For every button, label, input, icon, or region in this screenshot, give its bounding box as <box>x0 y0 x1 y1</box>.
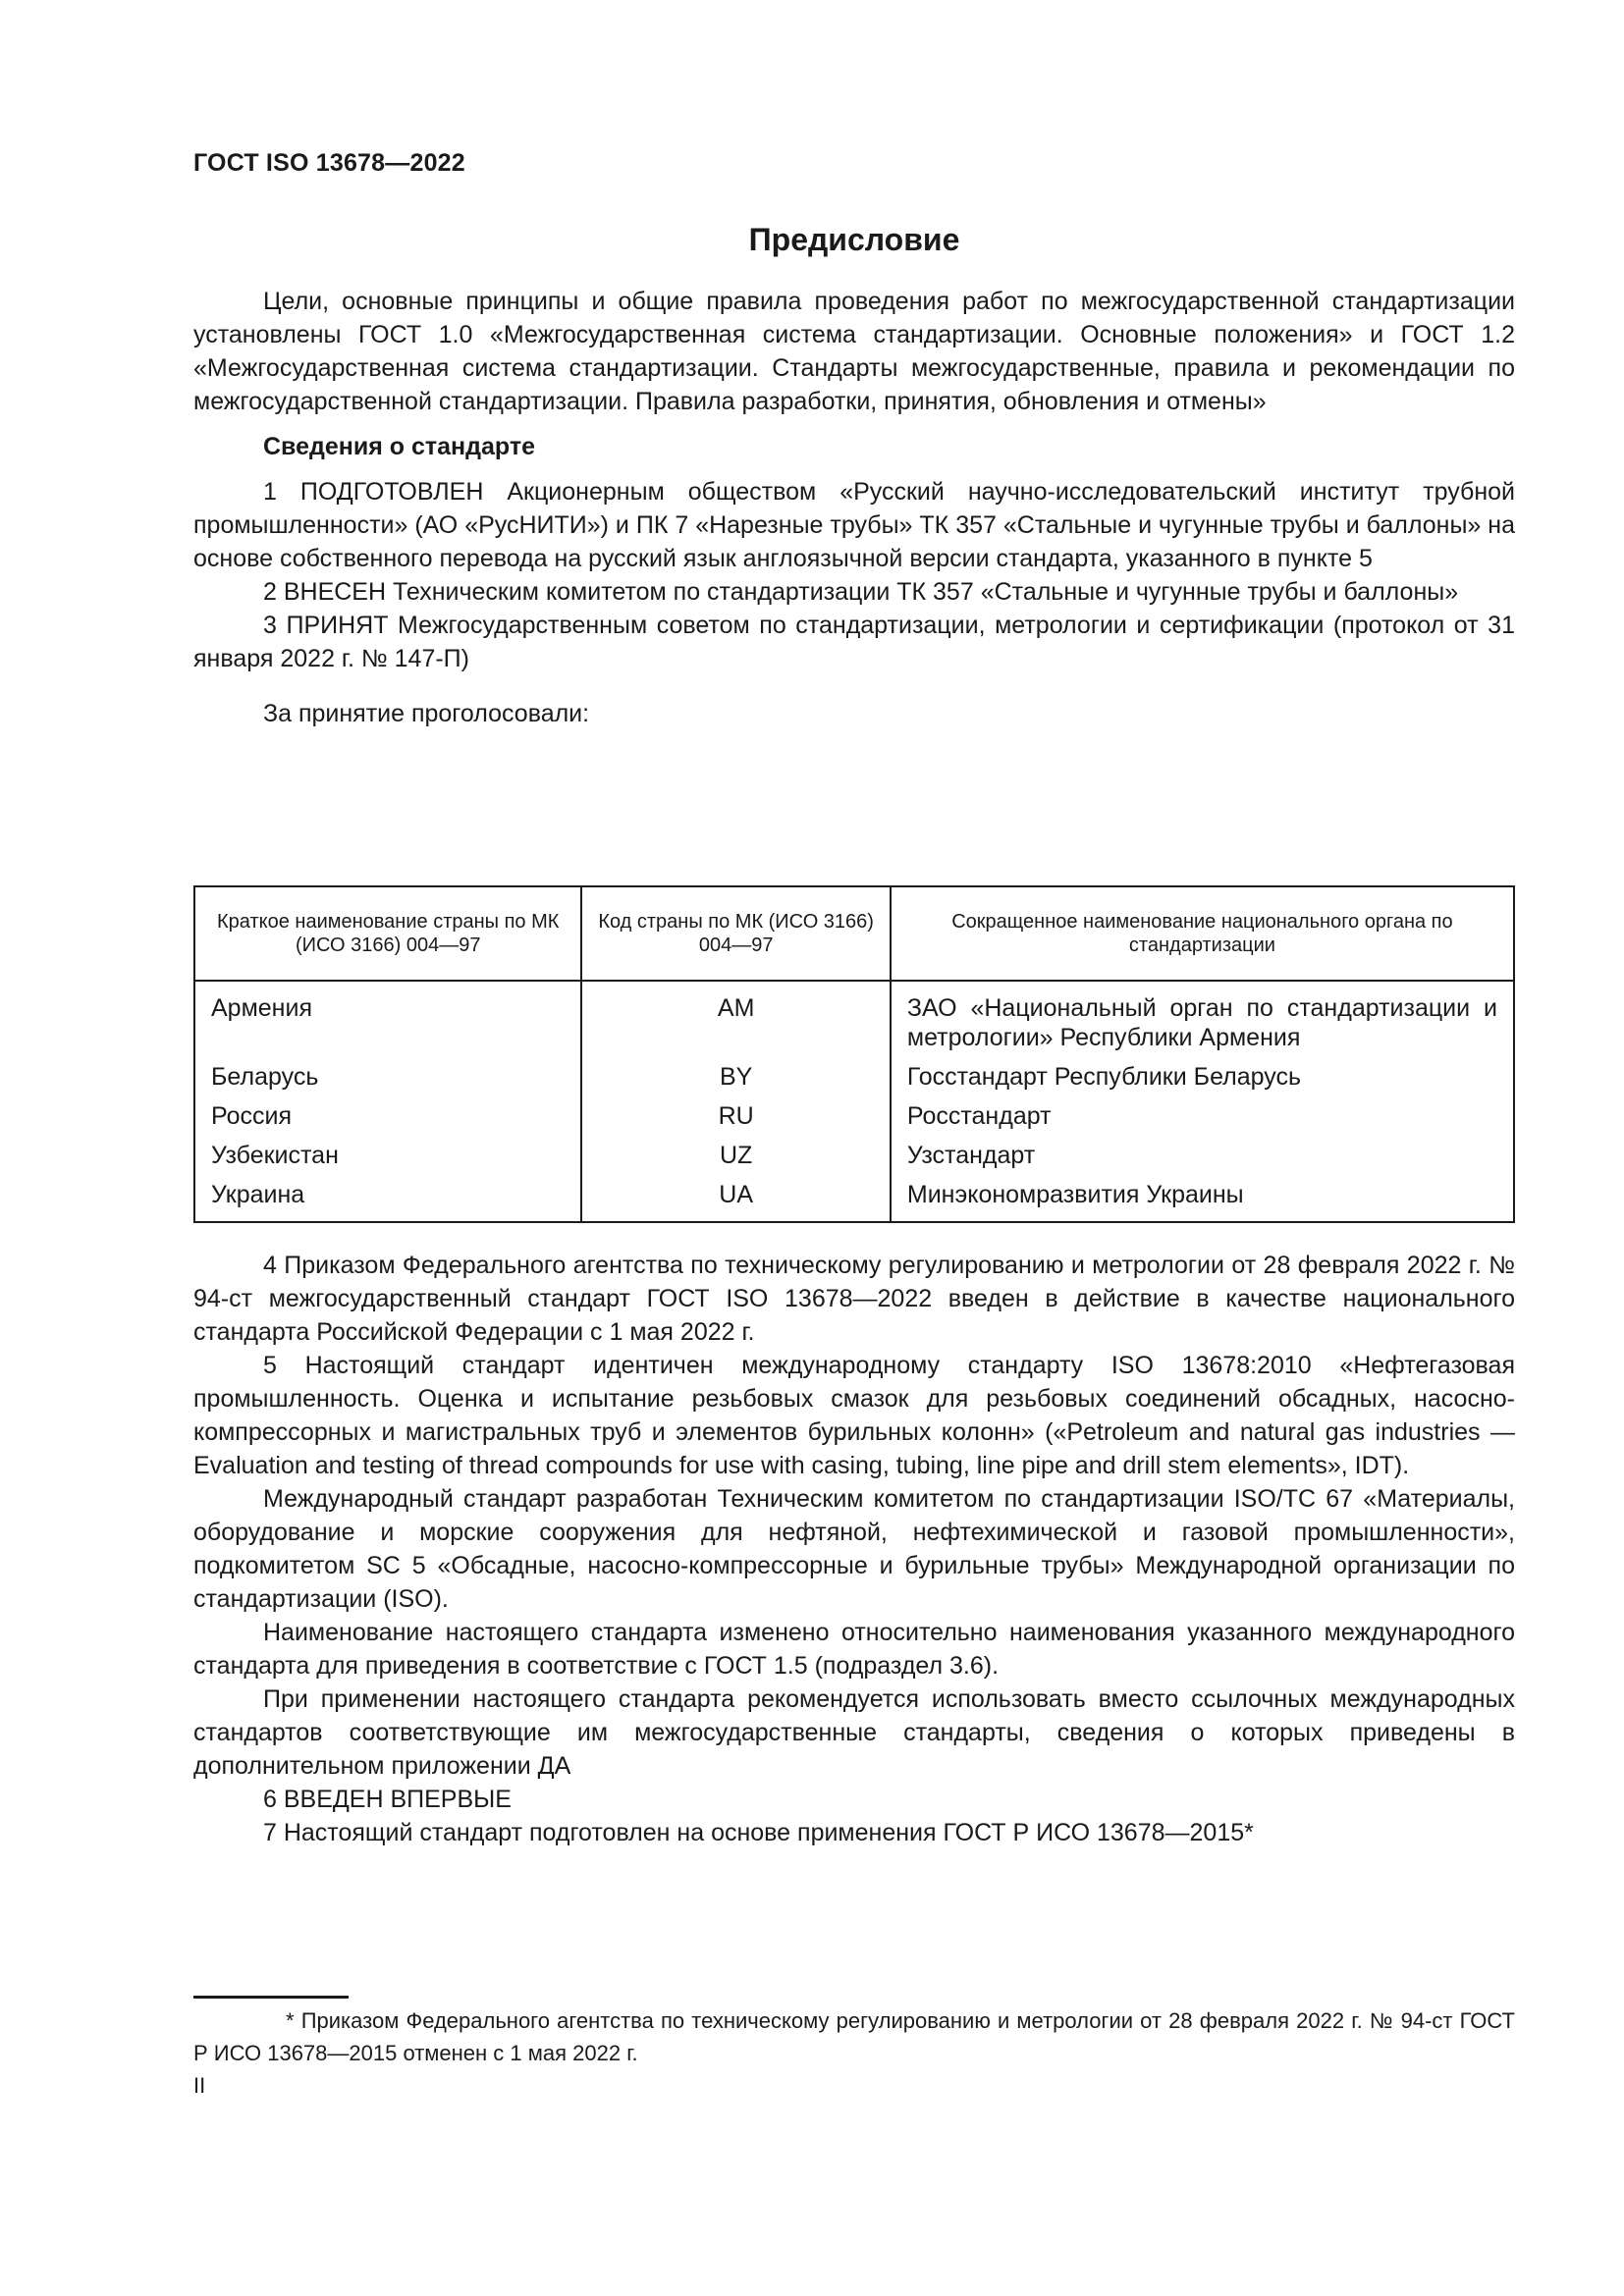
foreword-top-section <box>193 285 1515 730</box>
intro-paragraph: Цели, основные принципы и общие правила проведения работ по межгосударственной стандартизации установлены ГОСТ 1.0 «Межгосударственная система стандартизации. Основные положения» и ГОСТ 1.2 «Межгосударственная система стандартизации. Стандарты межгосударственные, правила и рекомендации по межгосударственной стандартизации. Правила разработки, принятия, обновления и отмены» <box>193 288 1515 415</box>
name-change-paragraph: Наименование настоящего стандарта изменено относительно наименования указанного международного стандарта для приведения в соответствие с ГОСТ 1.5 (подраздел 3.6). <box>193 1619 1515 1680</box>
column-header-country: Краткое наименование страны по МК (ИСО 3166) 004—97 <box>194 886 581 981</box>
table-row <box>194 981 1514 1052</box>
country-code: RU <box>581 1092 890 1131</box>
info-item-6: 6 ВВЕДЕН ВПЕРВЫЕ <box>263 1786 512 1813</box>
country-name: Армения <box>194 981 581 1052</box>
iso-developer-paragraph: Международный стандарт разработан Техническим комитетом по стандартизации ISO/TC 67 «Материалы, оборудование и морские сооружения для нефтяной, нефтехимической и газовой промышленности», подкомитетом SC 5 «Обсадные, насосно-компрессорные и бурильные трубы» Международной организации по стандартизации (ISO). <box>193 1485 1515 1613</box>
footnote-divider <box>193 1996 349 1999</box>
voting-countries-table <box>193 885 1515 1223</box>
info-item-1: 1 ПОДГОТОВЛЕН Акционерным обществом «Русский научно-исследовательский институт трубной промышленности» (АО «РусНИТИ») и ПК 7 «Нарезные трубы» ТК 357 «Стальные и чугунные трубы и баллоны» на основе собственного перевода на русский язык англоязычной версии стандарта, указанного в пункте 5 <box>193 478 1515 572</box>
standard-info-heading: Сведения о стандарте <box>263 433 536 460</box>
standards-body: Узстандарт <box>891 1131 1514 1170</box>
page-title: Предисловие <box>748 222 960 257</box>
info-item-3: 3 ПРИНЯТ Межгосударственным советом по стандартизации, метрологии и сертификации (протокол от 31 января 2022 г. № 147-П) <box>193 612 1515 672</box>
votes-label: За принятие проголосовали: <box>263 700 590 727</box>
standards-body: Минэкономразвития Украины <box>891 1170 1514 1222</box>
references-paragraph: При применении настоящего стандарта рекомендуется использовать вместо ссылочных международных стандартов соответствующие им межгосударственные стандарты, сведения о которых приведены в дополнительном приложении ДА <box>193 1685 1515 1780</box>
table-row <box>194 1170 1514 1222</box>
footnote <box>193 2004 1515 2069</box>
standards-body: Госстандарт Республики Беларусь <box>891 1052 1514 1092</box>
country-name: Россия <box>194 1092 581 1131</box>
foreword-bottom-section <box>193 1249 1515 1849</box>
table-row <box>194 1052 1514 1092</box>
country-code: BY <box>581 1052 890 1092</box>
column-header-body: Сокращенное наименование национального органа по стандартизации <box>891 886 1514 981</box>
table-row <box>194 1131 1514 1170</box>
info-item-7: 7 Настоящий стандарт подготовлен на основе применения ГОСТ Р ИСО 13678—2015* <box>263 1819 1254 1846</box>
country-name: Украина <box>194 1170 581 1222</box>
standards-body: Росстандарт <box>891 1092 1514 1131</box>
info-item-4: 4 Приказом Федерального агентства по техническому регулированию и метрологии от 28 февраля 2022 г. № 94-ст межгосударственный стандарт ГОСТ ISO 13678—2022 введен в действие в качестве национального стандарта Российской Федерации с 1 мая 2022 г. <box>193 1252 1515 1346</box>
standards-body: ЗАО «Национальный орган по стандартизации и метрологии» Республики Армения <box>891 981 1514 1052</box>
table-row <box>194 1092 1514 1131</box>
info-item-5: 5 Настоящий стандарт идентичен международному стандарту ISO 13678:2010 «Нефтегазовая промышленность. Оценка и испытание резьбовых смазок для резьбовых соединений обсадных, насосно-компрессорных и магистральных труб и элементов бурильных колонн» («Petroleum and natural gas industries — Evaluation and testing of thread compounds for use with casing, tubing, line pipe and drill stem elements», IDT). <box>193 1352 1515 1479</box>
footnote-text: * Приказом Федерального агентства по техническому регулированию и метрологии от 28 февраля 2022 г. № 94-ст ГОСТ Р ИСО 13678—2015 отменен с 1 мая 2022 г. <box>193 2008 1515 2065</box>
country-code: AM <box>581 981 890 1052</box>
table-header-row <box>194 886 1514 981</box>
page-number: II <box>193 2073 206 2098</box>
column-header-code: Код страны по МК (ИСО 3166) 004—97 <box>581 886 890 981</box>
country-code: UA <box>581 1170 890 1222</box>
country-code: UZ <box>581 1131 890 1170</box>
country-name: Беларусь <box>194 1052 581 1092</box>
document-header: ГОСТ ISO 13678—2022 <box>193 149 465 177</box>
country-name: Узбекистан <box>194 1131 581 1170</box>
info-item-2: 2 ВНЕСЕН Техническим комитетом по стандартизации ТК 357 «Стальные и чугунные трубы и баллоны» <box>263 578 1459 606</box>
